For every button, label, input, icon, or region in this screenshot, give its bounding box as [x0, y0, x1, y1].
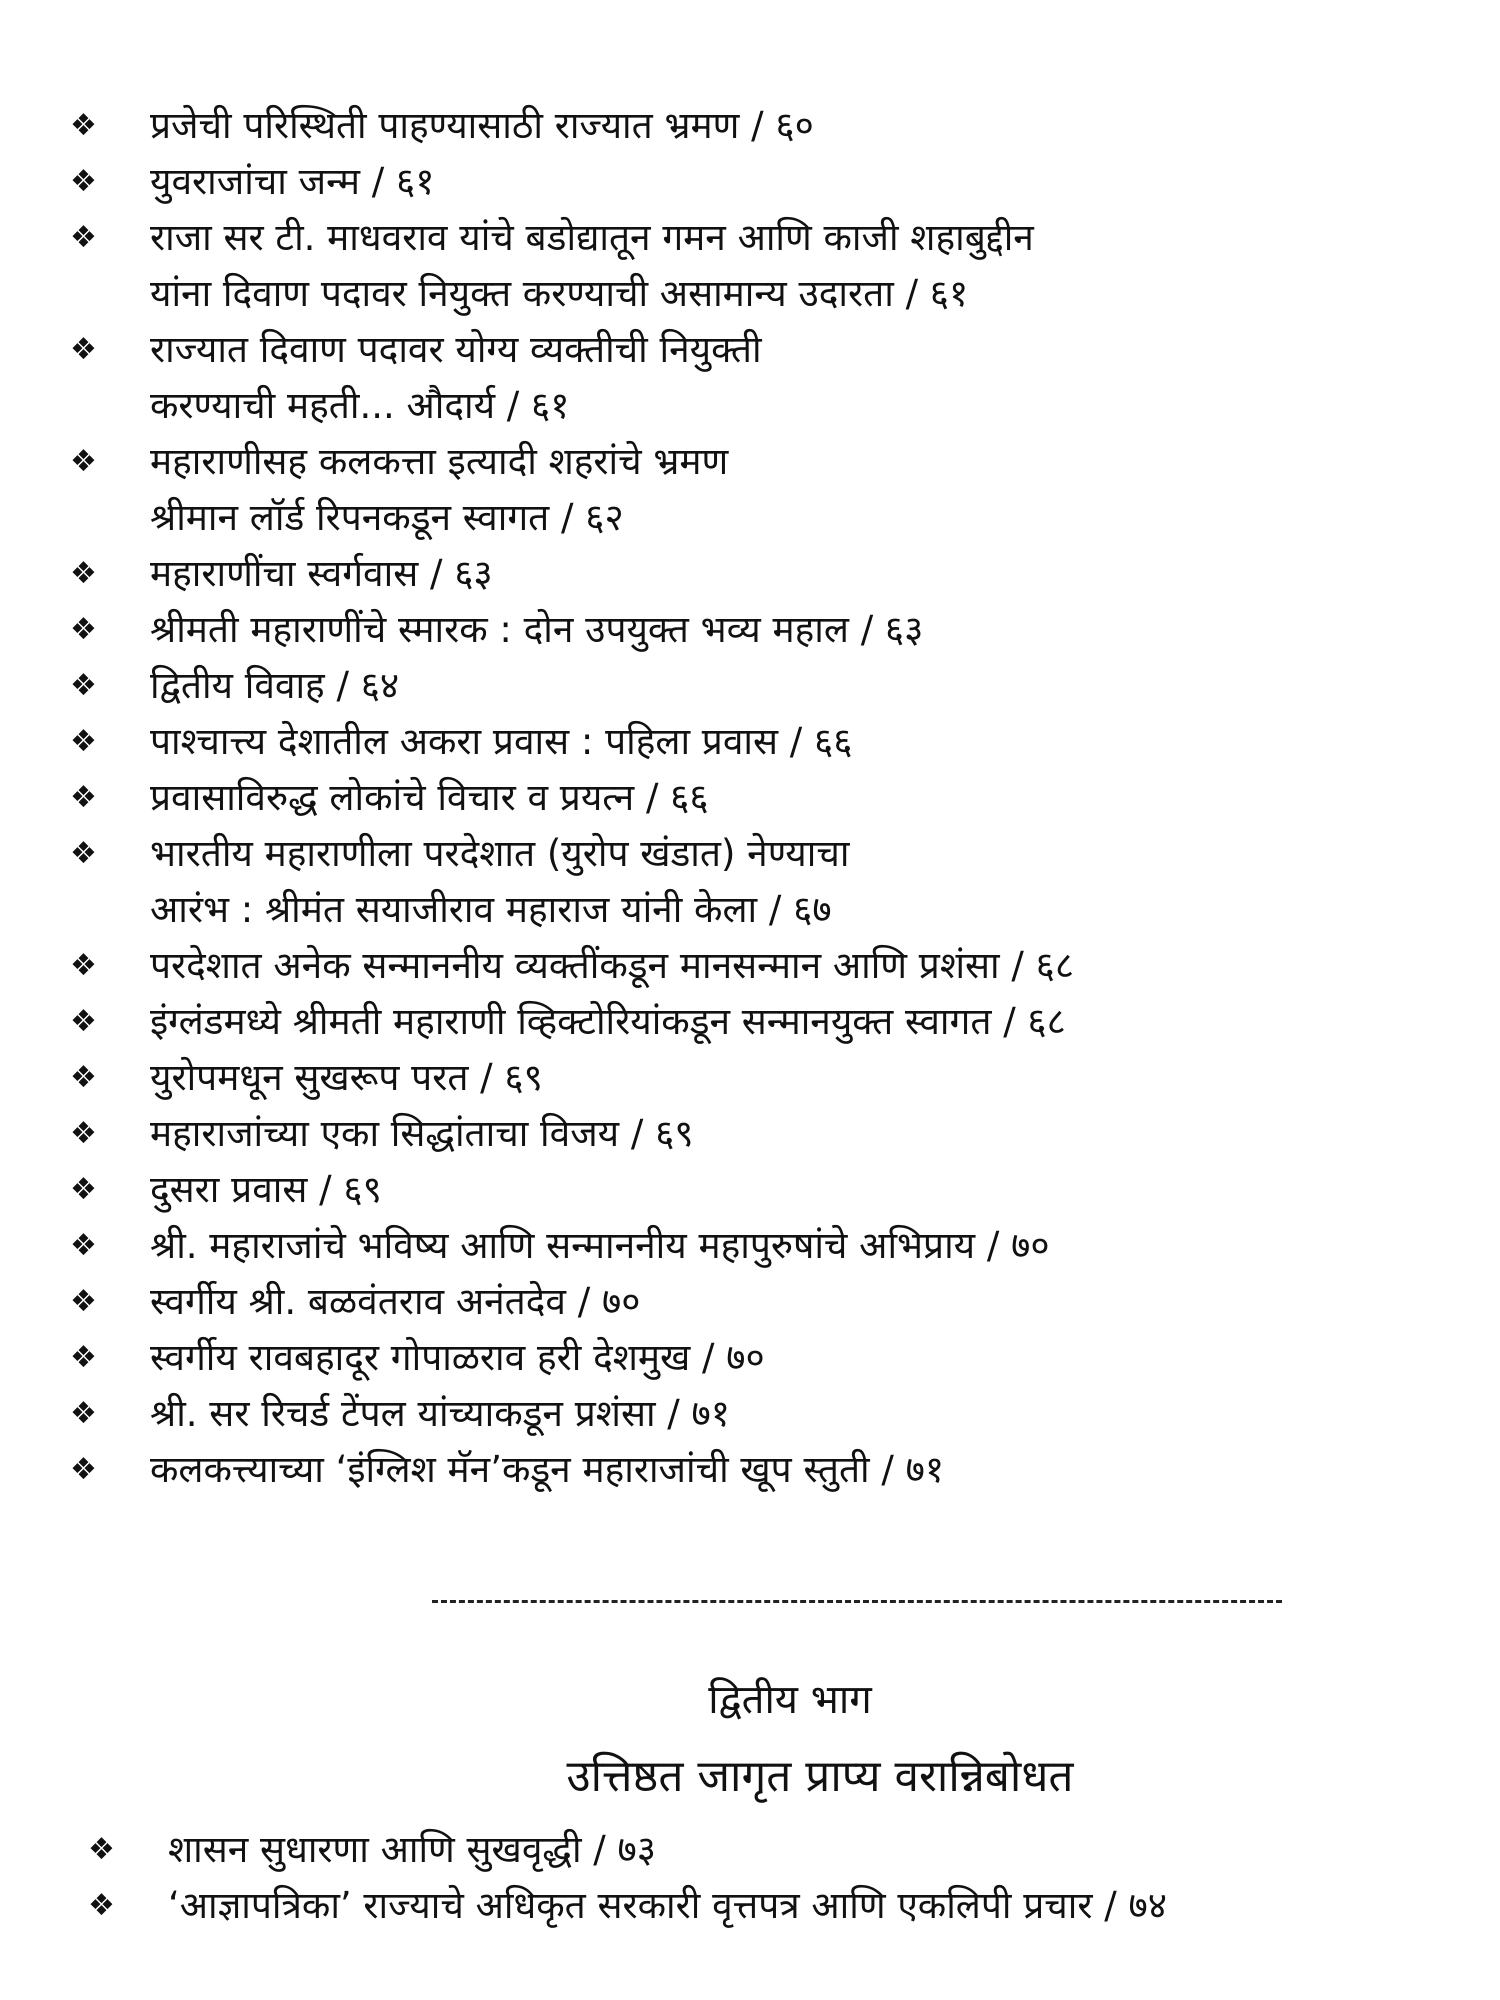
entry-text: [150, 210, 1034, 322]
entry-line: ‘आज्ञापत्रिका’ राज्याचे अधिकृत सरकारी वृत्तपत्र आणि एकलिपी प्रचार / ७४: [168, 1884, 1167, 1927]
entry-line: शासन सुधारणा आणि सुखवृद्धी / ७३: [168, 1828, 657, 1871]
entry-text: [150, 434, 728, 546]
entry-line: आरंभ : श्रीमंत सयाजीराव महाराज यांनी केला / ६७: [150, 888, 832, 931]
contents-entry: [70, 1106, 1450, 1162]
entry-line: श्री. महाराजांचे भविष्य आणि सन्माननीय महापुरुषांचे अभिप्राय / ७०: [150, 1224, 1050, 1267]
entry-line: महाराणीसह कलकत्ता इत्यादी शहरांचे भ्रमण: [150, 440, 729, 483]
entry-text: [150, 994, 1066, 1050]
diamond-bullet-icon: ❖: [88, 1832, 115, 1867]
diamond-bullet-icon: ❖: [70, 780, 97, 815]
part-title: उत्तिष्ठत जागृत प्राप्य वरान्निबोधत: [566, 1751, 1074, 1802]
entry-line: दुसरा प्रवास / ६९: [150, 1168, 382, 1211]
entry-line: यांना दिवाण पदावर नियुक्त करण्याची असामान्य उदारता / ६१: [150, 272, 969, 315]
contents-entry: [70, 1162, 1450, 1218]
diamond-bullet-icon: ❖: [70, 612, 97, 647]
entry-text: [150, 154, 434, 210]
entry-text: [150, 826, 849, 938]
contents-entry: [70, 602, 1450, 658]
diamond-bullet-icon: ❖: [70, 1452, 97, 1487]
entry-text: [150, 1274, 640, 1330]
entry-line: इंग्लंडमध्ये श्रीमती महाराणी व्हिक्टोरियांकडून सन्मानयुक्त स्वागत / ६८: [150, 1000, 1066, 1043]
diamond-bullet-icon: ❖: [70, 1172, 97, 1207]
entry-line: श्रीमान लॉर्ड रिपनकडून स्वागत / ६२: [150, 496, 624, 539]
contents-entry: [70, 826, 1450, 938]
entry-line: करण्याची महती... औदार्य / ६१: [150, 384, 570, 427]
entry-line: प्रवासाविरुद्ध लोकांचे विचार व प्रयत्न / ६६: [150, 776, 709, 819]
entry-text: [150, 602, 923, 658]
entry-text: [150, 1162, 382, 1218]
diamond-bullet-icon: ❖: [70, 444, 97, 479]
contents-entry: [70, 210, 1450, 322]
entry-text: [150, 322, 762, 434]
diamond-bullet-icon: ❖: [70, 1228, 97, 1263]
entry-line: स्वर्गीय श्री. बळवंतराव अनंतदेव / ७०: [150, 1280, 641, 1323]
diamond-bullet-icon: ❖: [70, 724, 97, 759]
diamond-bullet-icon: ❖: [70, 1116, 97, 1151]
entry-text: [150, 770, 709, 826]
contents-entry: [70, 1218, 1450, 1274]
entry-line: युरोपमधून सुखरूप परत / ६९: [150, 1056, 543, 1099]
entry-text: [150, 1386, 730, 1442]
entry-text: [168, 1822, 656, 1878]
diamond-bullet-icon: ❖: [70, 1284, 97, 1319]
entry-text: [150, 1050, 543, 1106]
contents-entry: [70, 1050, 1450, 1106]
diamond-bullet-icon: ❖: [70, 836, 97, 871]
entry-line: युवराजांचा जन्म / ६१: [150, 160, 435, 203]
contents-entry: [88, 1822, 1468, 1878]
entry-line: श्रीमती महाराणींचे स्मारक : दोन उपयुक्त भव्य महाल / ६३: [150, 608, 924, 651]
contents-entry: [70, 714, 1450, 770]
entry-line: राजा सर टी. माधवराव यांचे बडोद्यातून गमन आणि काजी शहाबुद्दीन: [150, 216, 1034, 259]
contents-entry: [70, 1330, 1450, 1386]
diamond-bullet-icon: ❖: [70, 1396, 97, 1431]
entry-text: [150, 1330, 765, 1386]
contents-entry: [70, 1386, 1450, 1442]
diamond-bullet-icon: ❖: [70, 332, 97, 367]
contents-list-part-2: [88, 1822, 1468, 1934]
diamond-bullet-icon: ❖: [70, 108, 97, 143]
entry-line: द्वितीय विवाह / ६४: [150, 664, 400, 707]
entry-text: [150, 546, 493, 602]
entry-line: महाराणींचा स्वर्गवास / ६३: [150, 552, 493, 595]
entry-text: [150, 714, 852, 770]
contents-entry: [70, 322, 1450, 434]
entry-line: श्री. सर रिचर्ड टेंपल यांच्याकडून प्रशंसा / ७१: [150, 1392, 731, 1435]
part-heading: द्वितीय भाग: [708, 1677, 872, 1723]
contents-entry: [70, 154, 1450, 210]
contents-entry: [70, 770, 1450, 826]
diamond-bullet-icon: ❖: [70, 1060, 97, 1095]
entry-line: परदेशात अनेक सन्माननीय व्यक्तींकडून मानसन्मान आणि प्रशंसा / ६८: [150, 944, 1075, 987]
contents-entry: [70, 938, 1450, 994]
contents-entry: [70, 1442, 1450, 1498]
entry-text: [150, 938, 1074, 994]
diamond-bullet-icon: ❖: [70, 220, 97, 255]
entry-line: कलकत्त्याच्या ‘इंग्लिश मॅन’कडून महाराजांची खूप स्तुती / ७१: [150, 1448, 945, 1491]
contents-entry: [70, 98, 1450, 154]
diamond-bullet-icon: ❖: [70, 668, 97, 703]
entry-text: [150, 1442, 944, 1498]
diamond-bullet-icon: ❖: [70, 1340, 97, 1375]
diamond-bullet-icon: ❖: [70, 948, 97, 983]
diamond-bullet-icon: ❖: [70, 556, 97, 591]
entry-line: पाश्चात्त्य देशातील अकरा प्रवास : पहिला प्रवास / ६६: [150, 720, 853, 763]
entry-line: भारतीय महाराणीला परदेशात (युरोप खंडात) नेण्याचा: [150, 832, 850, 875]
section-divider: [432, 1600, 1282, 1603]
entry-line: महाराजांच्या एका सिद्धांताचा विजय / ६९: [150, 1112, 694, 1155]
entry-line: राज्यात दिवाण पदावर योग्य व्यक्तीची नियुक्ती: [150, 328, 762, 371]
contents-entry: [70, 434, 1450, 546]
entry-text: [150, 658, 399, 714]
contents-entry: [70, 994, 1450, 1050]
entry-text: [150, 1106, 694, 1162]
contents-entry: [70, 658, 1450, 714]
contents-entry: [70, 1274, 1450, 1330]
contents-list-part-1: [70, 98, 1450, 1498]
entry-line: प्रजेची परिस्थिती पाहण्यासाठी राज्यात भ्रमण / ६०: [150, 104, 814, 147]
contents-entry: [88, 1878, 1468, 1934]
diamond-bullet-icon: ❖: [88, 1888, 115, 1923]
entry-line: स्वर्गीय रावबहादूर गोपाळराव हरी देशमुख / ७०: [150, 1336, 765, 1379]
contents-entry: [70, 546, 1450, 602]
entry-text: [168, 1878, 1167, 1934]
diamond-bullet-icon: ❖: [70, 1004, 97, 1039]
entry-text: [150, 1218, 1050, 1274]
diamond-bullet-icon: ❖: [70, 164, 97, 199]
entry-text: [150, 98, 814, 154]
